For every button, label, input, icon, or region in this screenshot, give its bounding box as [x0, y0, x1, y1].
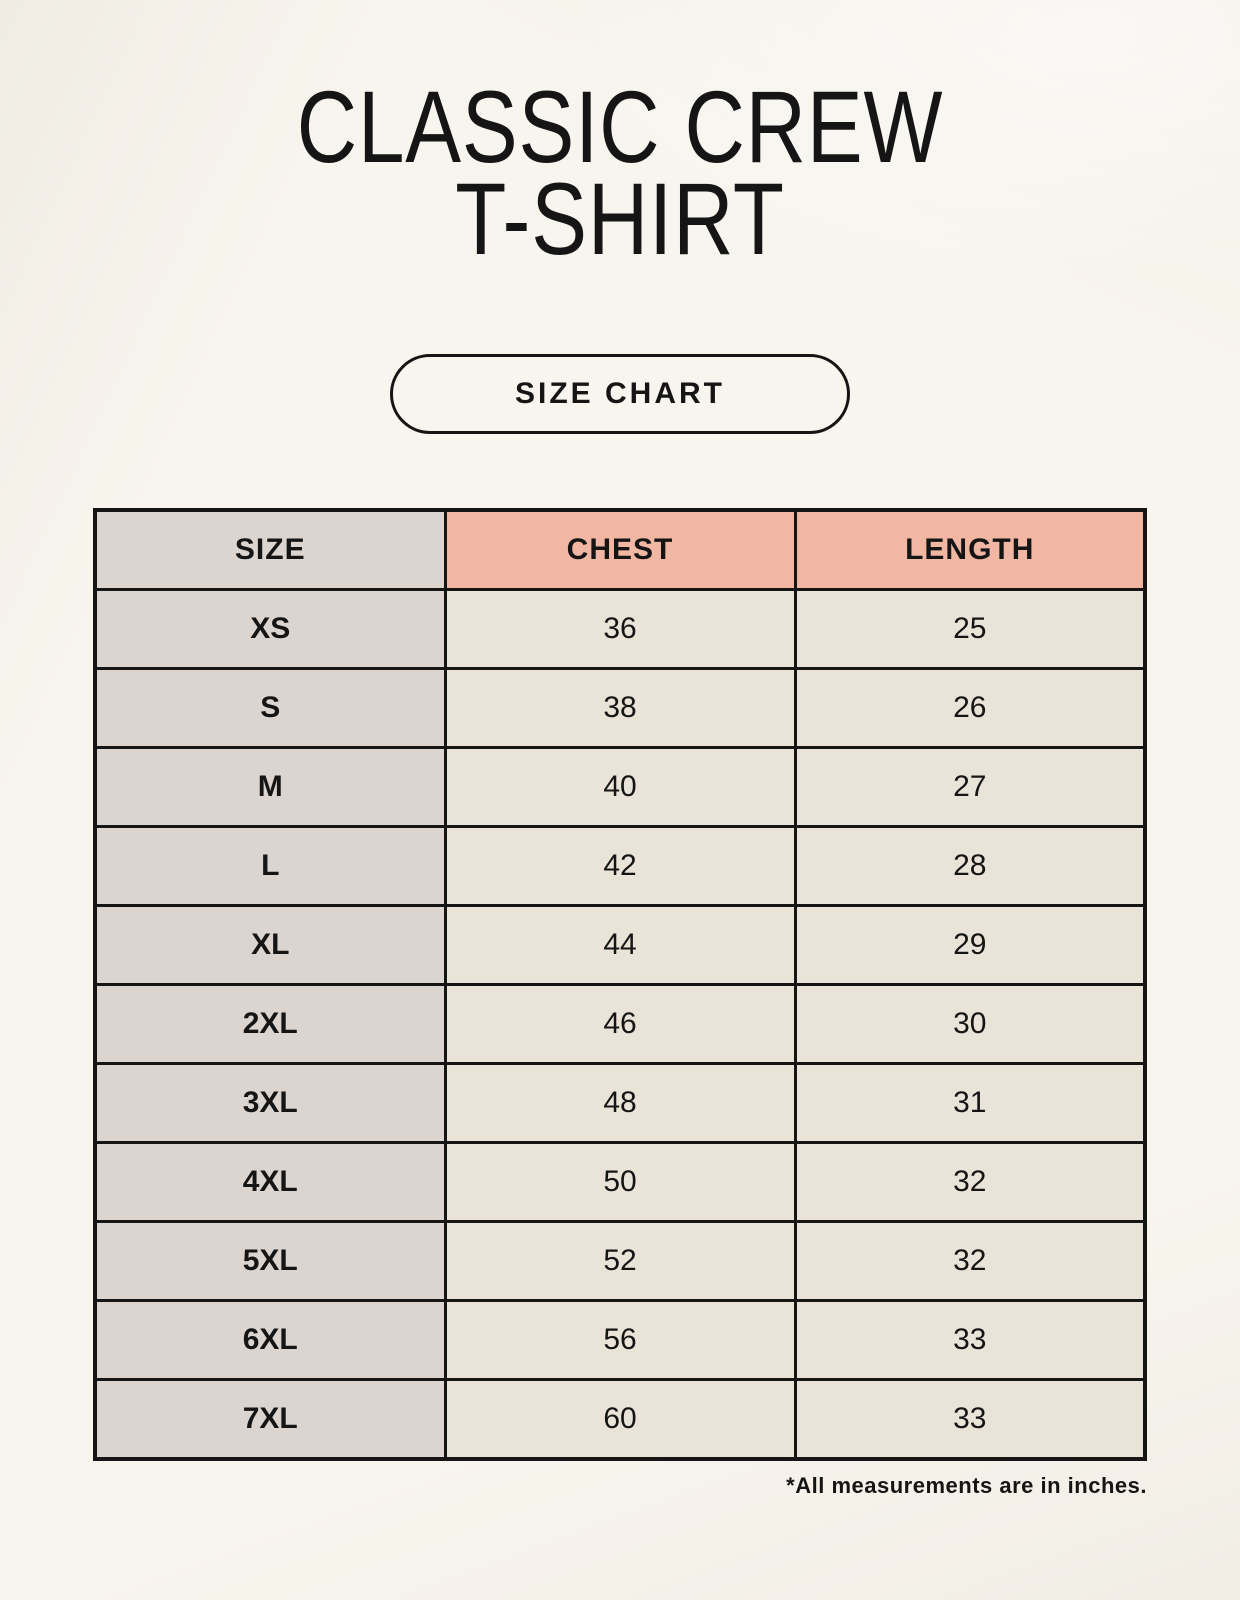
length-cell: 30: [795, 984, 1145, 1063]
size-table-body: [95, 589, 1145, 1459]
size-cell: M: [95, 747, 445, 826]
chest-cell: 52: [445, 1221, 795, 1300]
table-row-xl: [95, 905, 1145, 984]
title-line-1: CLASSIC CREW: [296, 70, 944, 184]
chest-cell: 44: [445, 905, 795, 984]
chest-cell: 50: [445, 1142, 795, 1221]
length-cell: 32: [795, 1142, 1145, 1221]
table-row-4xl: [95, 1142, 1145, 1221]
table-row-l: [95, 826, 1145, 905]
col-header-size: SIZE: [95, 510, 445, 590]
table-row-5xl: [95, 1221, 1145, 1300]
chest-cell: 56: [445, 1300, 795, 1379]
length-cell: 33: [795, 1379, 1145, 1459]
measurements-footnote: *All measurements are in inches.: [786, 1472, 1147, 1498]
chest-cell: 36: [445, 589, 795, 668]
col-header-length: LENGTH: [795, 510, 1145, 590]
header-row: [95, 510, 1145, 590]
table-row-s: [95, 668, 1145, 747]
size-cell: 3XL: [95, 1063, 445, 1142]
table-row-2xl: [95, 984, 1145, 1063]
size-cell: 5XL: [95, 1221, 445, 1300]
size-cell: XL: [95, 905, 445, 984]
size-chart-badge-label: SIZE CHART: [515, 376, 725, 410]
chest-cell: 38: [445, 668, 795, 747]
size-cell: L: [95, 826, 445, 905]
size-cell: 4XL: [95, 1142, 445, 1221]
length-cell: 28: [795, 826, 1145, 905]
size-cell: S: [95, 668, 445, 747]
chest-cell: 42: [445, 826, 795, 905]
length-cell: 31: [795, 1063, 1145, 1142]
length-cell: 25: [795, 589, 1145, 668]
length-cell: 32: [795, 1221, 1145, 1300]
table-row-m: [95, 747, 1145, 826]
length-cell: 26: [795, 668, 1145, 747]
col-header-chest: CHEST: [445, 510, 795, 590]
size-table-header: [95, 510, 1145, 590]
size-cell: 2XL: [95, 984, 445, 1063]
table-row-7xl: [95, 1379, 1145, 1459]
page-title: [112, 70, 1129, 276]
chest-cell: 60: [445, 1379, 795, 1459]
table-row-3xl: [95, 1063, 1145, 1142]
title-line-2: T-SHIRT: [455, 161, 785, 276]
length-cell: 27: [795, 747, 1145, 826]
chest-cell: 40: [445, 747, 795, 826]
size-table: [93, 508, 1147, 1461]
chest-cell: 48: [445, 1063, 795, 1142]
table-row-xs: [95, 589, 1145, 668]
size-cell: 6XL: [95, 1300, 445, 1379]
size-cell: 7XL: [95, 1379, 445, 1459]
length-cell: 33: [795, 1300, 1145, 1379]
table-row-6xl: [95, 1300, 1145, 1379]
length-cell: 29: [795, 905, 1145, 984]
size-cell: XS: [95, 589, 445, 668]
size-chart-badge: [390, 354, 850, 434]
chest-cell: 46: [445, 984, 795, 1063]
